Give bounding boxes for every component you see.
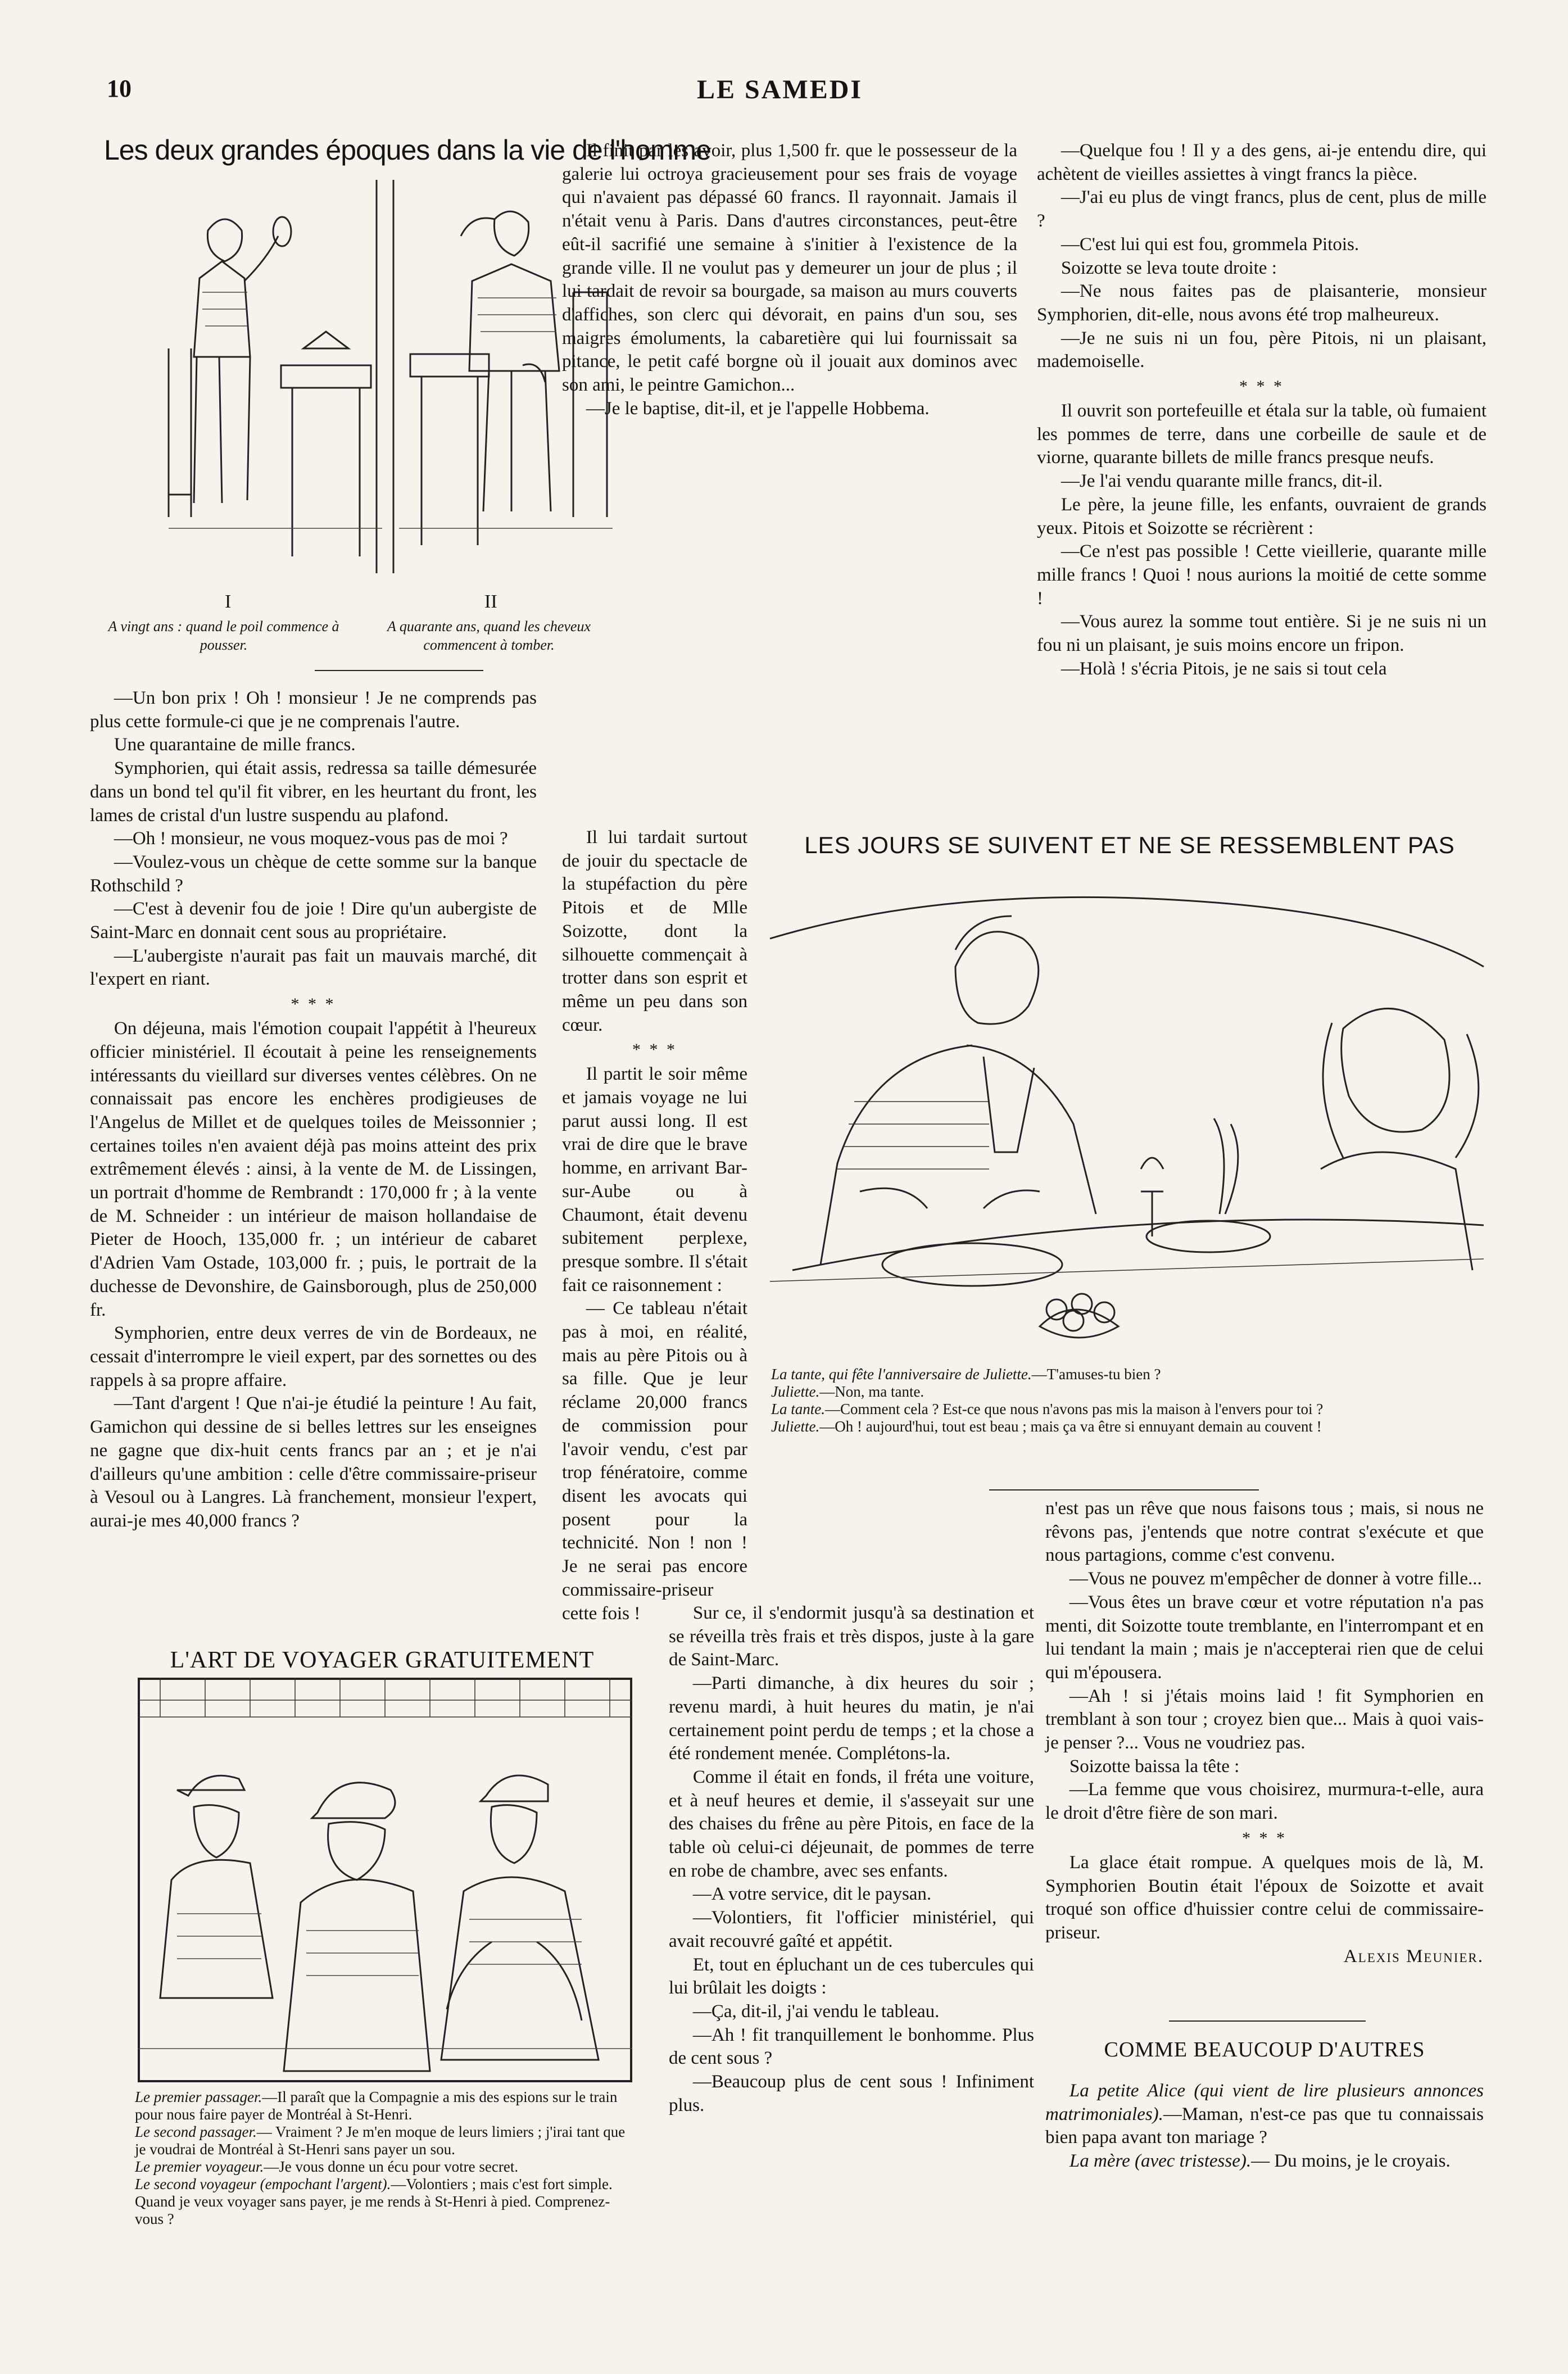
joke-speaker: La mère (avec tristesse). bbox=[1069, 2151, 1252, 2172]
paragraph: —Un bon prix ! Oh ! monsieur ! Je ne comprends pas plus cette formule-ci que je ne comprenais l'autre. bbox=[90, 688, 537, 732]
paragraph: Soizotte se leva toute droite : bbox=[1061, 257, 1277, 278]
paragraph: —Je le baptise, dit-il, et je l'appelle Hobbema. bbox=[586, 398, 930, 419]
paragraph: —L'aubergiste n'aurait pas fait un mauvais marché, dit l'expert en riant. bbox=[90, 945, 537, 990]
paragraph: La glace était rompue. A quelques mois de là, M. Symphorien Boutin était l'époux de Soizotte et avait troqué son office d'huissier contre celui de commissaire-priseur. bbox=[1045, 1852, 1484, 1943]
paragraph: —Parti dimanche, à dix heures du soir ; revenu mardi, à huit heures du matin, je n'ai certainement point perdu de temps ; et la chose a été rondement menée. Complétons-la. bbox=[669, 1673, 1034, 1764]
paragraph: Et, tout en épluchant un de ces tubercules qui lui brûlait les doigts : bbox=[669, 1954, 1034, 1999]
asterism: * * * bbox=[1242, 1828, 1287, 1847]
caption-line: —Il paraît que la Compagnie a mis des espions sur le train pour nous faire payer de Montréal à St-Henri. bbox=[135, 2088, 618, 2123]
joke-line: — Du moins, je le croyais. bbox=[1251, 2151, 1451, 2172]
paragraph: Il finit par les avoir, plus 1,500 fr. que le possesseur de la galerie lui octroya gracieusement pour ses frais de voyage qui n'avaient pas dépassé 60 francs. Il rayonnait. Jamais il n'était venu à Paris. Dans d'autres circonstances, peut-être eût-il sacrifié une semaine à s'initier à l'existence de la grande ville. Il ne voulut pas y demeurer un jour de plus ; il lui tardait de revoir sa bourgade, sa maison au murs couverts d'affiches, son clerc qui dévorait, en pains d'un sou, ses maigres émoluments, la cabaretière qui lui fournissait sa pitance, le petit café borgne où il jouait aux dominos avec son ami, le peintre Gamichon... bbox=[562, 141, 1017, 396]
figure3-illustration bbox=[138, 1678, 632, 2082]
asterism: * * * bbox=[632, 1040, 677, 1059]
paragraph: —Ce n'est pas possible ! Cette vieillerie, quarante mille mille francs ! Quoi ! nous aurions la moitié de cette somme ! bbox=[1037, 541, 1487, 609]
paragraph: n'est pas un rêve que nous faisons tous ; mais, si nous ne rêvons pas, j'entends que notre contrat s'exécute et que nous partagions, comme c'est convenu. bbox=[1045, 1498, 1484, 1566]
paragraph: —C'est lui qui est fou, grommela Pitois. bbox=[1061, 234, 1359, 255]
paragraph: Symphorien, entre deux verres de vin de Bordeaux, ne cessait d'interrompre le vieil expert, par des sornettes ou des rappels à sa propre affaire. bbox=[90, 1323, 537, 1390]
paragraph: —A votre service, dit le paysan. bbox=[692, 1884, 932, 1905]
figure1-numeral-right: II bbox=[484, 591, 497, 612]
paragraph: —Holà ! s'écria Pitois, je ne sais si tout cela bbox=[1061, 658, 1387, 679]
paragraph: Soizotte baissa la tête : bbox=[1069, 1756, 1240, 1777]
figure2-rule bbox=[989, 1489, 1259, 1490]
paragraph: —Vous êtes un brave cœur et votre réputation n'a pas menti, dit Soizotte toute tremblante, en l'interrompant et en lui tendant la main ; mais je n'accepterai rien que de celui qui m'épousera. bbox=[1045, 1592, 1484, 1683]
figure1-numeral-left: I bbox=[225, 591, 232, 612]
column3-text bbox=[1037, 139, 1487, 814]
caption-line: — Vraiment ? Je m'en moque de leurs limiers ; j'irai tant que je voudrai de Montréal à St-Henri sans payer un sou. bbox=[135, 2123, 626, 2158]
paragraph: —Voulez-vous un chèque de cette somme sur la banque Rothschild ? bbox=[90, 851, 537, 896]
paragraph: —Beaucoup plus de cent sous ! Infiniment plus. bbox=[669, 2072, 1034, 2115]
caption-line: —Volontiers ; mais c'est fort simple. Quand je veux voyager sans payer, je me rends à St-Henri à pied. Comprenez-vous ? bbox=[135, 2176, 613, 2227]
author-signature: Alexis Meunier. bbox=[1343, 1946, 1484, 1967]
paragraph: —La femme que vous choisirez, murmura-t-elle, aura le droit d'être fière de son mari. bbox=[1045, 1779, 1484, 1824]
paragraph: Comme il était en fonds, il fréta une voiture, et à neuf heures et demie, il s'asseyait sur une des chaises du frêne au père Pitois, en face de la table où celui-ci déjeunait, de pommes de terre en robe de chambre, avec ses enfants. bbox=[669, 1766, 1034, 1881]
column2-text-bottom bbox=[669, 1602, 1034, 2265]
caption-speaker: Juliette. bbox=[771, 1383, 820, 1400]
caption-speaker: La tante. bbox=[771, 1401, 826, 1417]
figure3-caption bbox=[135, 2088, 629, 2228]
caption-speaker: Le premier voyageur. bbox=[135, 2158, 264, 2175]
paragraph: On déjeuna, mais l'émotion coupait l'appétit à l'heureux officier ministériel. Il écoutait à peine les renseignements intéressants du vieillard sur diverses ventes célèbres. On ne connaissait pas encore les enchères prodigieuses de l'Angelus de Millet et de quelques toiles de Meissonnier ; certaines toiles n'en avaient déjà pas moins atteint des prix extrêmement élevés : ainsi, à la vente de M. de Lissingen, un portrait d'homme de Rembrandt : 170,000 fr ; à la vente de M. Schneider : un intérieur de maison hollandaise de Pieter de Hooch, 135,000 fr. ; un intérieur de cabaret d'Adrien Vam Ostade, 103,000 fr. ; puis, le portrait de la duchesse de Devonshire, de Gainsborough, plus de 250,000 fr. bbox=[90, 1018, 537, 1320]
figure2-caption bbox=[771, 1366, 1479, 1435]
column2-text-lower bbox=[562, 826, 747, 1624]
joke-title: COMME BEAUCOUP D'AUTRES bbox=[1104, 2038, 1425, 2062]
asterism: * * * bbox=[291, 995, 336, 1014]
caption-speaker: Juliette. bbox=[771, 1418, 820, 1435]
paragraph: —Vous ne pouvez m'empêcher de donner à votre fille... bbox=[1069, 1569, 1482, 1589]
paragraph: Sur ce, il s'endormit jusqu'à sa destination et se réveilla très frais et très dispos, juste à la gare de Saint-Marc. bbox=[669, 1603, 1034, 1670]
figure3-title: L'ART DE VOYAGER GRATUITEMENT bbox=[170, 1647, 595, 1673]
figure2-illustration bbox=[770, 877, 1484, 1360]
paragraph: —J'ai eu plus de vingt francs, plus de cent, plus de mille ? bbox=[1037, 187, 1487, 232]
paragraph: —Oh ! monsieur, ne vous moquez-vous pas de moi ? bbox=[114, 828, 508, 849]
joke-text bbox=[1045, 2079, 1484, 2271]
figure1-caption-right: A quarante ans, quand les cheveux commencent à tomber. bbox=[387, 618, 591, 653]
caption-line: —Je vous donne un écu pour votre secret. bbox=[264, 2158, 519, 2175]
caption-line: —Comment cela ? Est-ce que nous n'avons pas mis la maison à l'envers pour toi ? bbox=[825, 1401, 1324, 1417]
figure1-caption-left: A vingt ans : quand le poil commence à pousser. bbox=[108, 618, 339, 653]
paragraph: —Vous aurez la somme tout entière. Si je ne suis ni un fou ni un plaisant, je suis moins encore un fripon. bbox=[1037, 611, 1487, 656]
paragraph: —Je ne suis ni un fou, père Pitois, ni un plaisant, mademoiselle. bbox=[1037, 328, 1487, 372]
page-number: 10 bbox=[107, 75, 132, 102]
paragraph: —Quelque fou ! Il y a des gens, ai-je entendu dire, qui achètent de vieilles assiettes à vingt francs la pièce. bbox=[1037, 141, 1487, 184]
joke-line: —Maman, n'est-ce pas que tu connaissais bien papa avant ton mariage ? bbox=[1045, 2104, 1484, 2148]
column3-text-lower bbox=[1045, 1497, 1484, 1981]
paragraph: Il partit le soir même et jamais voyage ne lui parut aussi long. Il est vrai de dire que le brave homme, en arrivant Bar-sur-Aube ou à Chaumont, était devenu subitement perplexe, presque sombre. Il s'était fait ce raisonnement : bbox=[562, 1064, 747, 1295]
caption-line: —Non, ma tante. bbox=[819, 1383, 925, 1400]
column2-text bbox=[562, 139, 1017, 825]
paragraph: Le père, la jeune fille, les enfants, ouvraient de grands yeux. Pitois et Soizotte se récrièrent : bbox=[1037, 494, 1487, 538]
paragraph: —Ah ! fit tranquillement le bonhomme. Plus de cent sous ? bbox=[669, 2024, 1034, 2069]
paragraph: Symphorien, qui était assis, redressa sa taille démesurée dans un bond tel qu'il fit vibrer, en les heurtant du front, les lames de cristal d'un lustre suspendu au plafond. bbox=[90, 758, 537, 826]
paragraph: —C'est à devenir fou de joie ! Dire qu'un aubergiste de Saint-Marc en donnait cent sous au propriétaire. bbox=[90, 899, 537, 943]
caption-speaker: Le premier passager. bbox=[135, 2088, 262, 2105]
masthead: LE SAMEDI bbox=[697, 75, 863, 105]
paragraph: —Tant d'argent ! Que n'ai-je étudié la peinture ! Au fait, Gamichon qui dessine de si belles lettres sur les enseignes ne gagne que dix-huit cents francs par an ; et je n'ai d'ailleurs qu'une ambition : celle d'être commissaire-priseur à Vesoul ou à Langres. Là franchement, monsieur l'expert, aurai-je mes 40,000 francs ? bbox=[90, 1393, 537, 1531]
caption-line: —Oh ! aujourd'hui, tout est beau ; mais ça va être si ennuyant demain au couvent ! bbox=[819, 1418, 1322, 1435]
paragraph: Il ouvrit son portefeuille et étala sur la table, où fumaient les pommes de terre, dans une corbeille de saule et de viorne, quarante billets de mille francs presque neufs. bbox=[1037, 401, 1487, 468]
column1-text bbox=[90, 687, 537, 1603]
joke-rule bbox=[1169, 2020, 1366, 2022]
caption-speaker: Le second voyageur (empochant l'argent). bbox=[135, 2176, 391, 2192]
caption-speaker: La tante, qui fête l'anniversaire de Juliette. bbox=[771, 1366, 1032, 1383]
figure1-rule bbox=[315, 670, 483, 671]
paragraph: —Je l'ai vendu quarante mille francs, dit-il. bbox=[1061, 471, 1383, 492]
figure2-title: LES JOURS SE SUIVENT ET NE SE RESSEMBLENT PAS bbox=[804, 832, 1455, 858]
asterism: * * * bbox=[1239, 377, 1284, 396]
paragraph: Une quarantaine de mille francs. bbox=[114, 735, 356, 755]
joke-speaker: La petite Alice (qui vient de lire plusieurs annonces matrimoniales). bbox=[1045, 2081, 1484, 2124]
figure1-title: Les deux grandes époques dans la vie de l'homme bbox=[104, 134, 711, 166]
paragraph: —Ça, dit-il, j'ai vendu le tableau. bbox=[692, 2001, 940, 2022]
paragraph: — Ce tableau n'était pas à moi, en réalité, mais au père Pitois ou à sa fille. Que je leur réclame 20,000 francs de commission pour l'avoir vendu, c'est par trop fénératoire, comme disent les avocats qui posent pour la technicité. Non ! non ! Je ne serai pas encore commissaire-priseur cette fois ! bbox=[562, 1298, 747, 1624]
caption-line: —T'amuses-tu bien ? bbox=[1031, 1366, 1161, 1383]
paragraph: —Ne nous faites pas de plaisanterie, monsieur Symphorien, dit-elle, nous avons été trop malheureux. bbox=[1037, 281, 1487, 325]
paragraph: —Volontiers, fit l'officier ministériel, qui avait recouvré gaîté et appétit. bbox=[669, 1908, 1034, 1951]
paragraph: Il lui tardait surtout de jouir du spectacle de la stupéfaction du père Pitois et de Mlle Soizotte, dont la silhouette commençait à trotter dans son esprit et même un peu dans son cœur. bbox=[562, 827, 747, 1035]
paragraph: —Ah ! si j'étais moins laid ! fit Symphorien en tremblant à son tour ; croyez bien que... Mais à quoi vais-je penser ?... Vous ne voudriez pas. bbox=[1045, 1686, 1484, 1754]
caption-speaker: Le second passager. bbox=[135, 2123, 257, 2140]
